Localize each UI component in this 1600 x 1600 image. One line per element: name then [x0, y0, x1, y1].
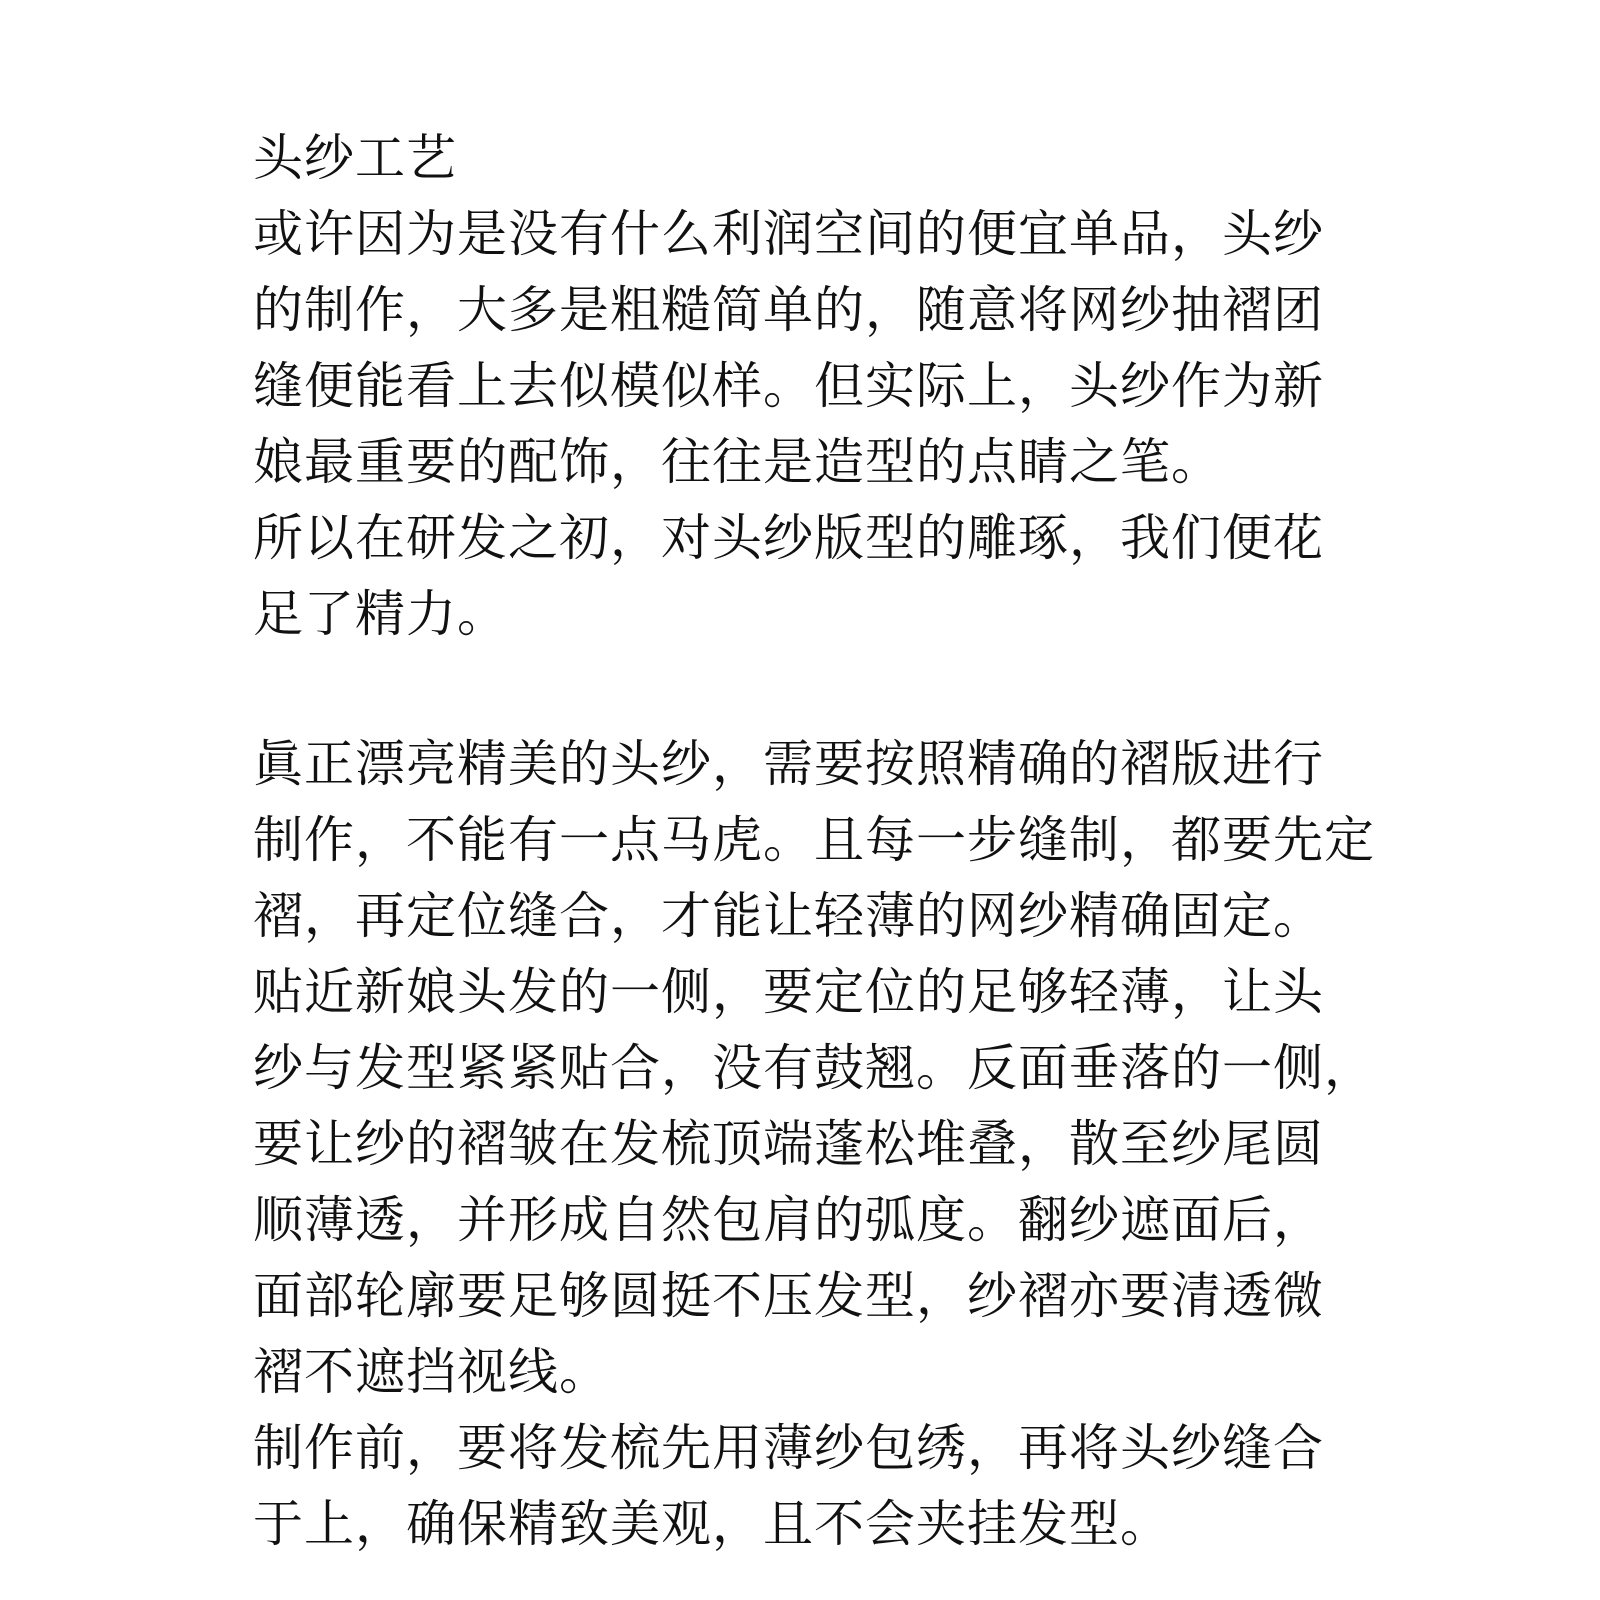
text-line: 制作，不能有一点马虎。且每一步缝制，都要先定 [253, 811, 1375, 869]
text-line: 顺薄透，并形成自然包肩的弧度。翻纱遮面后， [253, 1191, 1324, 1249]
text-line: 于上，确保精致美观，且不会夹挂发型。 [253, 1495, 1171, 1553]
text-line: 要让纱的褶皱在发梳顶端蓬松堆叠，散至纱尾圆 [253, 1115, 1324, 1173]
document-title: 头纱工艺 [253, 129, 457, 187]
text-line: 所以在研发之初，对头纱版型的雕琢，我们便花 [253, 509, 1324, 567]
text-line: 制作前，要将发梳先用薄纱包绣，再将头纱缝合 [253, 1419, 1324, 1477]
text-line: 足了精力。 [253, 585, 508, 643]
text-line: 褶不遮挡视线。 [253, 1343, 610, 1401]
text-line: 眞正漂亮精美的头纱，需要按照精确的褶版进行 [253, 735, 1324, 793]
text-line: 纱与发型紧紧贴合，没有鼓翘。反面垂落的一侧， [253, 1039, 1375, 1097]
text-line: 贴近新娘头发的一侧，要定位的足够轻薄，让头 [253, 963, 1324, 1021]
text-line: 缝便能看上去似模似样。但实际上，头纱作为新 [253, 357, 1324, 415]
text-line: 面部轮廓要足够圆挺不压发型，纱褶亦要清透微 [253, 1267, 1324, 1325]
text-line: 娘最重要的配饰，往往是造型的点睛之笔。 [253, 433, 1222, 491]
text-line: 的制作，大多是粗糙简单的，随意将网纱抽褶团 [253, 281, 1324, 339]
text-line: 褶，再定位缝合，才能让轻薄的网纱精确固定。 [253, 887, 1324, 945]
text-line: 或许因为是没有什么利润空间的便宜单品，头纱 [253, 205, 1324, 263]
